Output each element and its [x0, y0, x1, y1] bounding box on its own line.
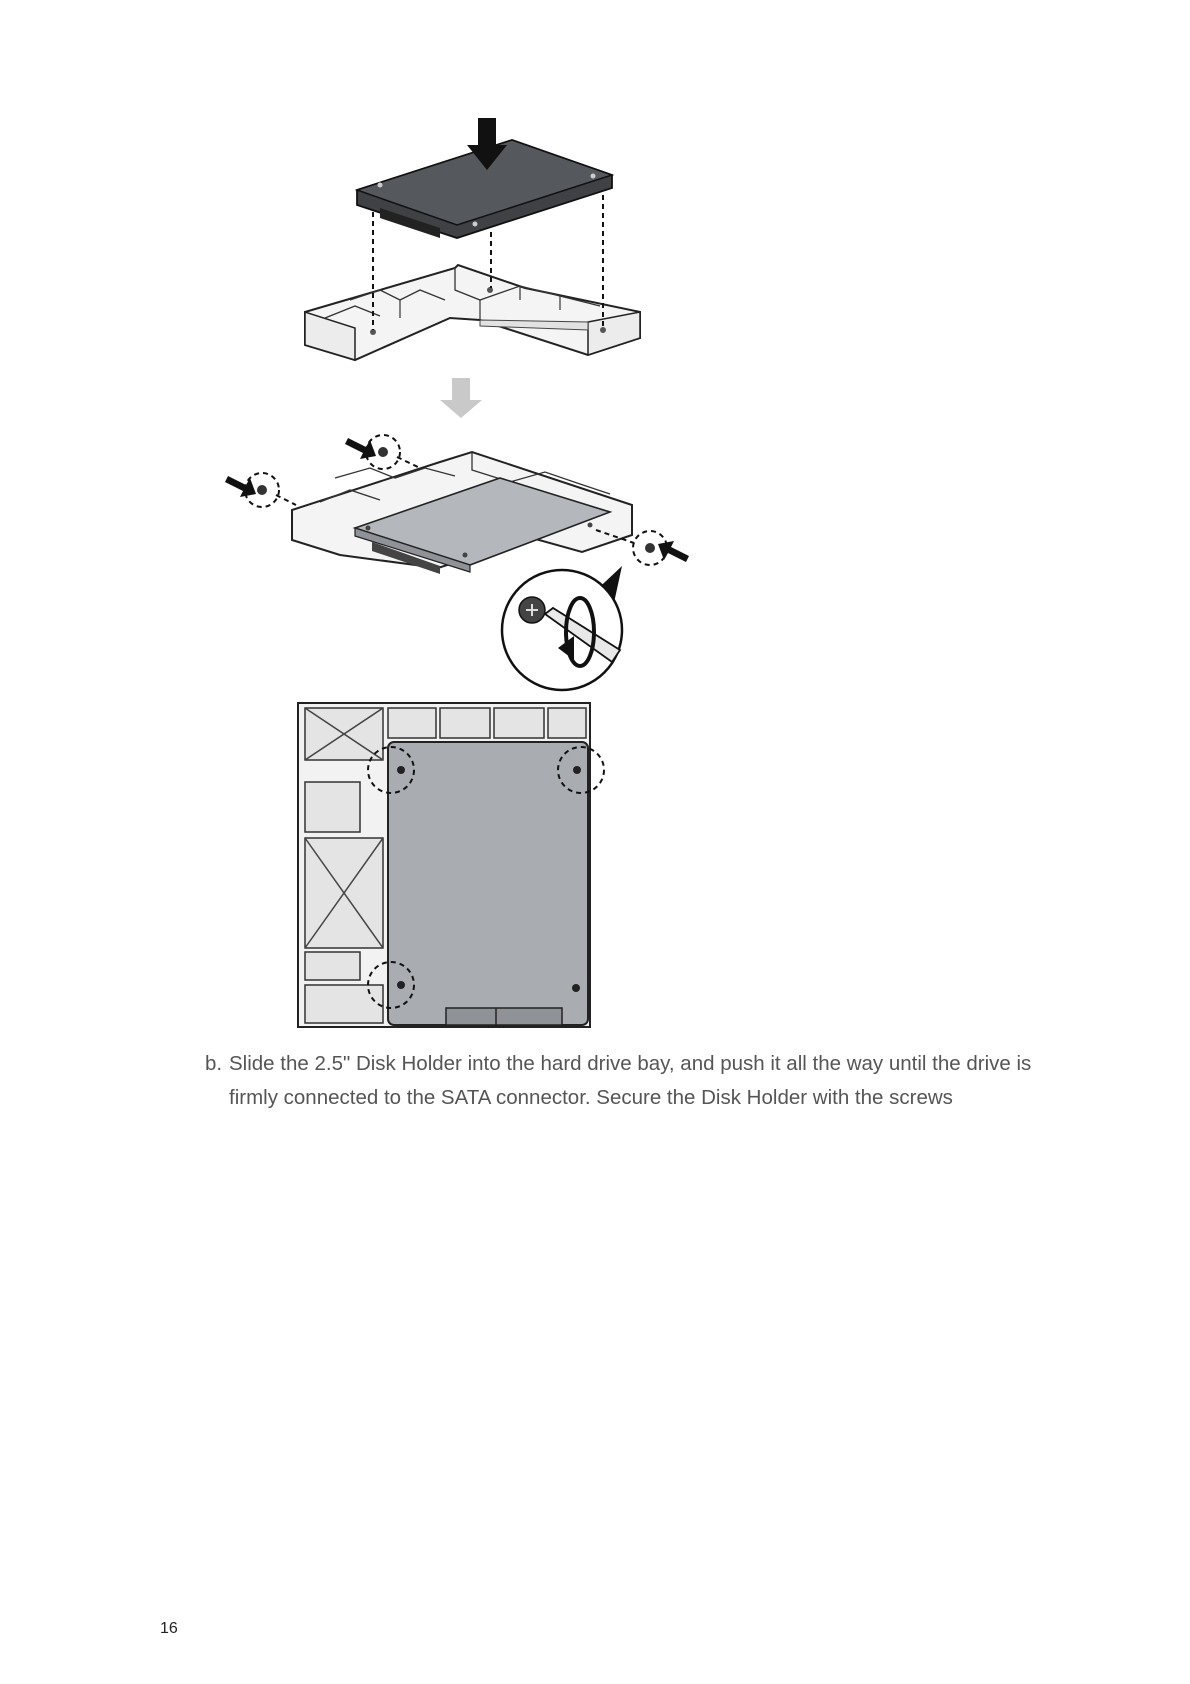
screw-marker-top: [345, 435, 420, 469]
page-number: 16: [160, 1620, 178, 1637]
screw-marker-left: [225, 473, 296, 507]
top-view-illustration: [298, 703, 604, 1027]
disk-holder-tray: [305, 265, 640, 360]
step-marker: b.: [205, 1052, 223, 1075]
drive-screwing-illustration: [225, 435, 689, 690]
next-step-arrow-icon: [440, 378, 482, 418]
step-instruction: [205, 1047, 1085, 1115]
screwdriver-callout: [502, 566, 622, 690]
drive-lowering-illustration: [305, 118, 640, 360]
disk-holder-with-drive: [292, 452, 632, 574]
step-body-text: Slide the 2.5" Disk Holder into the hard drive bay, and push it all the way until the drive is firmly connected to the SATA connector. Secure the Disk Holder with the screws: [229, 1052, 1032, 1109]
